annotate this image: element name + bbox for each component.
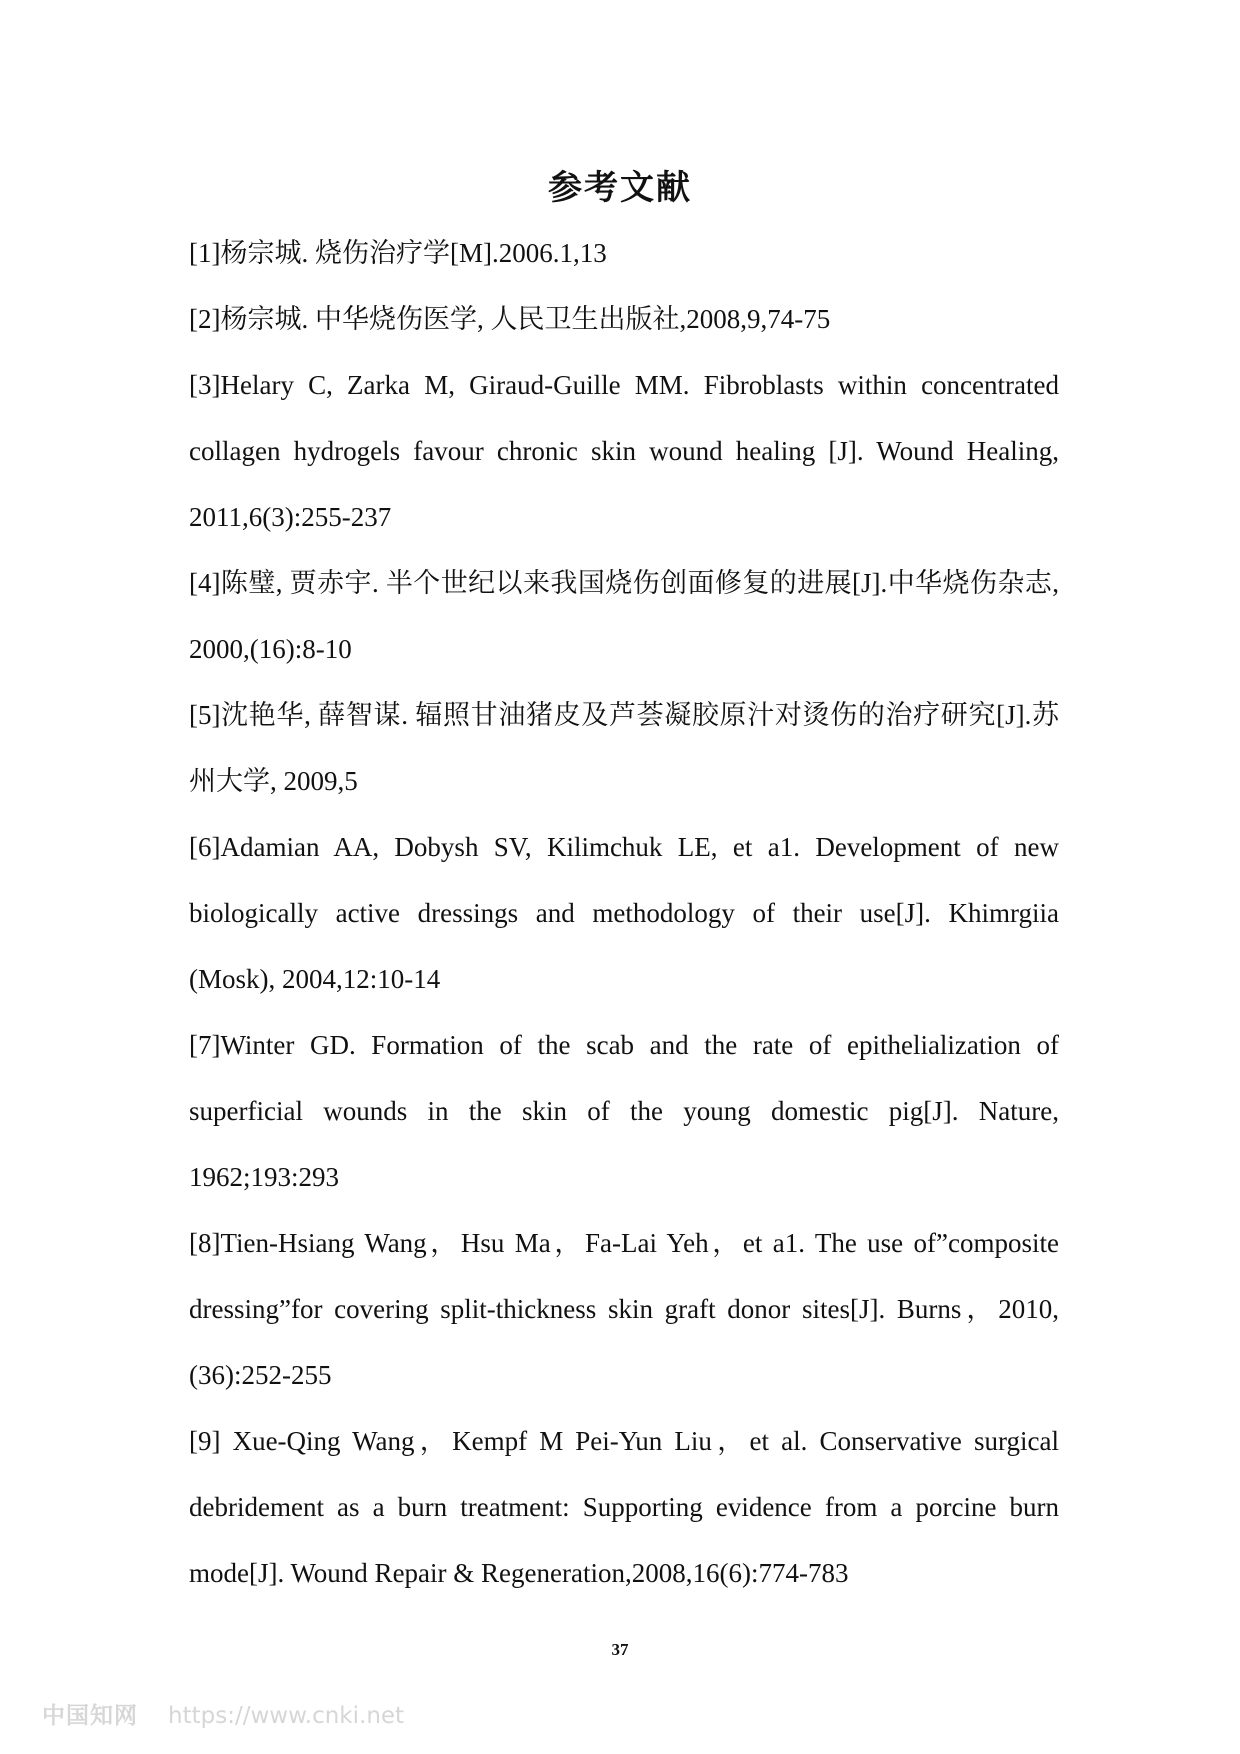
reference-item-3: [3]Helary C, Zarka M, Giraud-Guille MM. Fibroblasts within concentrated collagen hydrogels favour chronic skin wound healing [J]. Wound Healing, 2011,6(3):255-237	[189, 370, 1059, 532]
reference-item-6: [6]Adamian AA, Dobysh SV, Kilimchuk LE, et a1. Development of new biologically active dressings and methodology of their use[J]. Khimrgiia (Mosk), 2004,12:10-14	[189, 832, 1059, 994]
reference-item-8: [8]Tien-Hsiang Wang，Hsu Ma，Fa-Lai Yeh，et a1. The use of”composite dressing”for covering split-thickness skin graft donor sites[J]. Burns，2010,(36):252-255	[189, 1228, 1059, 1390]
cnki-watermark	[42, 1697, 404, 1730]
reference-item-2: [2]杨宗城. 中华烧伤医学, 人民卫生出版社,2008,9,74-75	[189, 304, 831, 334]
page-number: 37	[611, 1640, 629, 1659]
reference-item-9: [9] Xue-Qing Wang，Kempf M Pei-Yun Liu，et al. Conservative surgical debridement as a burn treatment: Supporting evidence from a porcine burn mode[J]. Wound Repair & Regeneration,2008,16(6):774-783	[189, 1426, 1059, 1588]
watermark-logo: 中国知网	[42, 1703, 138, 1729]
reference-item-5: [5]沈艳华, 薛智谋. 辐照甘油猪皮及芦荟凝胶原汁对烫伤的治疗研究[J].苏州大学, 2009,5	[189, 700, 1059, 796]
page-title: 参考文献	[548, 168, 692, 208]
reference-list	[189, 220, 1059, 1606]
reference-item-7: [7]Winter GD. Formation of the scab and the rate of epithelialization of superficial wounds in the skin of the young domestic pig[J]. Nature, 1962;193:293	[189, 1030, 1059, 1192]
watermark-url: https://www.cnki.net	[168, 1703, 405, 1729]
reference-item-1: [1]杨宗城. 烧伤治疗学[M].2006.1,13	[189, 238, 607, 268]
reference-item-4: [4]陈璧, 贾赤宇. 半个世纪以来我国烧伤创面修复的进展[J].中华烧伤杂志, 2000,(16):8-10	[189, 568, 1059, 664]
